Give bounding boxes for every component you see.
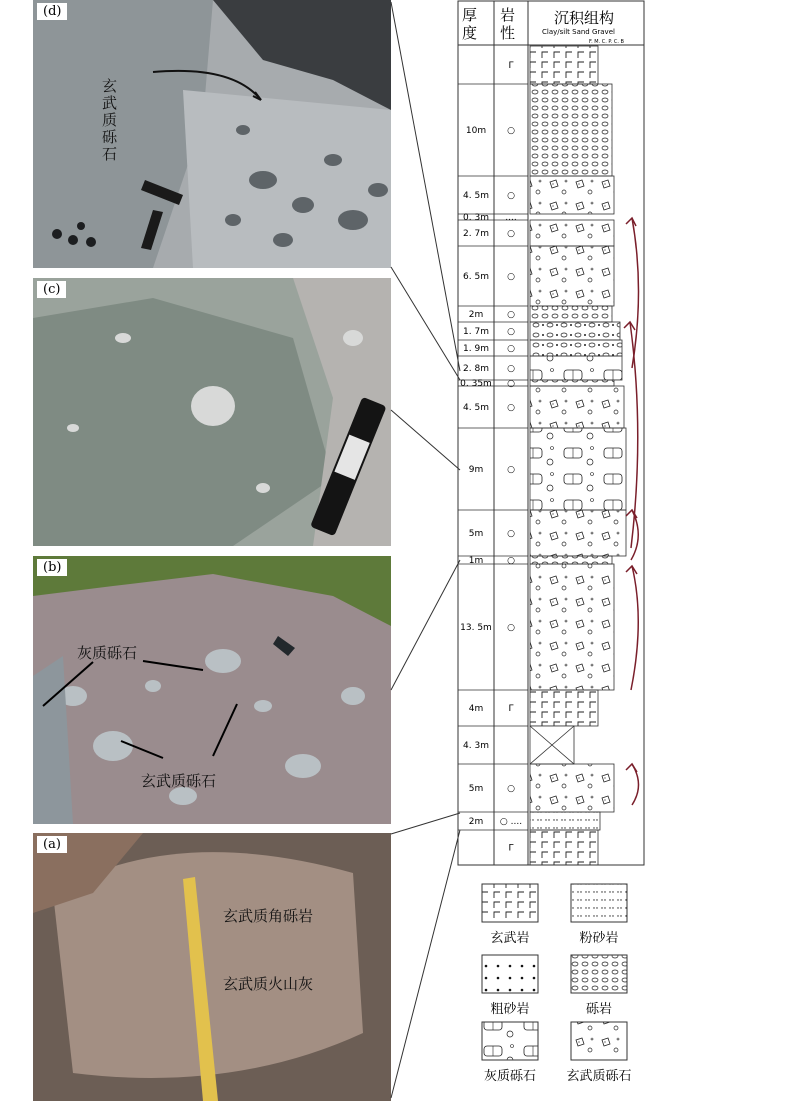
header-grain-sub: F. M. C. P. C. B xyxy=(589,39,624,45)
photo-label-a: (a) xyxy=(37,836,67,853)
layer-lithology-symbol: ○ xyxy=(507,623,515,633)
header-thickness-2: 度 xyxy=(462,24,478,42)
legend-label: 粗砂岩 xyxy=(490,1002,530,1017)
layer-thickness: 5m xyxy=(468,784,484,794)
layer-thickness: 2m xyxy=(468,817,484,827)
layer-lithology-symbol: ○ xyxy=(507,403,515,413)
layer-thickness: 13. 5m xyxy=(460,623,492,633)
legend-label: 玄武质砾石 xyxy=(566,1069,632,1084)
annotation-limestone-gravel: 灰质砾石 xyxy=(77,644,138,662)
annotation-basalt-breccia: 玄武质角砾岩 xyxy=(223,907,314,925)
header-texture: 沉积组构 xyxy=(554,9,615,27)
legend-label: 玄武岩 xyxy=(490,931,530,946)
legend-swatch xyxy=(571,1022,627,1060)
layer-thickness: 4. 3m xyxy=(463,741,489,751)
legend-swatch xyxy=(482,955,538,993)
layer-lithology-symbol: ○ xyxy=(507,191,515,201)
layer-lithology-symbol: ○ xyxy=(507,229,515,239)
legend-swatch xyxy=(482,884,538,922)
layer-thickness: 5m xyxy=(468,529,484,539)
layer-thickness: 2. 8m xyxy=(463,364,489,374)
layer-thickness: 9m xyxy=(468,465,484,475)
annotation-basalt-gravel: 玄武质砾石 xyxy=(100,78,118,163)
layer-lithology-symbol: ○ xyxy=(507,379,515,389)
layer-thickness: 10m xyxy=(465,126,487,136)
layer-thickness: 6. 5m xyxy=(463,272,489,282)
layer-lithology-symbol: ○ xyxy=(507,327,515,337)
annotation-basalt-gravel: 玄武质砾石 xyxy=(141,772,217,790)
layer-lithology-symbol: ○ xyxy=(507,272,515,282)
layer-thickness: 0. 3m xyxy=(463,213,489,223)
layer-thickness: 4m xyxy=(468,704,484,714)
layer-lithology-symbol: ○ xyxy=(507,556,515,566)
layer-thickness: 1. 9m xyxy=(463,344,489,354)
layer-lithology-symbol: ○ xyxy=(507,364,515,374)
layer-lithology-symbol: ○ xyxy=(507,529,515,539)
photo-label-c: (c) xyxy=(37,281,66,298)
layer-lithology-symbol: Γ xyxy=(508,843,514,854)
legend-swatch xyxy=(571,884,627,922)
layer-lithology-symbol: ○ xyxy=(507,344,515,354)
layer-lithology-symbol: ○ xyxy=(507,310,515,320)
layer-thickness: 2. 7m xyxy=(463,229,489,239)
layer-thickness: 1m xyxy=(468,556,484,566)
photo-label-b: (b) xyxy=(37,559,67,576)
legend-label: 灰质砾石 xyxy=(483,1069,537,1084)
layer-lithology-symbol: ○ xyxy=(507,126,515,136)
legend-swatch xyxy=(482,1022,538,1060)
legend-swatch xyxy=(571,955,627,993)
header-lithology-2: 性 xyxy=(500,24,516,42)
layer-lithology-symbol: Γ xyxy=(508,704,514,714)
layer-lithology-symbol: ○ .... xyxy=(499,817,523,827)
layer-lithology-symbol: Γ xyxy=(508,61,514,71)
layer-thickness: 4. 5m xyxy=(463,403,489,413)
header-grain-scale: Clay/silt Sand Gravel xyxy=(542,28,615,36)
layer-lithology-symbol: .... xyxy=(505,213,517,223)
layer-lithology-symbol: ○ xyxy=(507,465,515,475)
annotation-basalt-ash: 玄武质火山灰 xyxy=(223,975,314,993)
legend-label: 砾岩 xyxy=(585,1002,613,1017)
layer-thickness: 1. 7m xyxy=(463,327,489,337)
header-lithology-1: 岩 xyxy=(500,6,516,24)
header-thickness-1: 厚 xyxy=(462,6,478,24)
layer-thickness: 2m xyxy=(468,310,484,320)
layer-thickness: 0. 35m xyxy=(460,379,492,389)
layer-lithology-symbol: ○ xyxy=(507,784,515,794)
photo-label-d: (d) xyxy=(37,3,67,20)
layer-thickness: 4. 5m xyxy=(463,191,489,201)
legend-label: 粉砂岩 xyxy=(579,931,619,946)
